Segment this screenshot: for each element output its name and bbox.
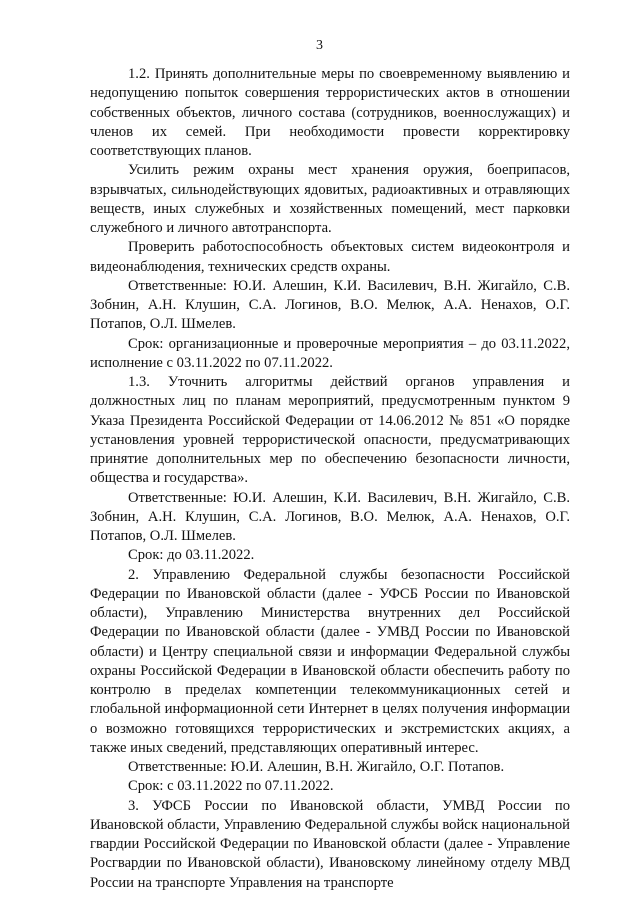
paragraph-deadline: Срок: с 03.11.2022 по 07.11.2022. xyxy=(128,778,334,795)
paragraph-2-fsb-directive: 2. Управлению Федеральной службы безопасности Российской Федерации по Ивановской области (далее - УФСБ России по Ивановской области), Управлению Министерства внутренних дел Российской Федерации по Ивановской области (далее - УМВД России по Ивановской области) и Центру специальной связи и информации Федеральной службы охраны Российской Федерации в Ивановской области обеспечить работу по контролю в пределах компетенции телекоммуникационных сетей и глобальной информационной сети Интернет в целях получения информации о возможно готовящихся террористических и экстремистских акциях, а также иных сведений, представляющих оперативный интерес. xyxy=(90,566,570,756)
paragraph-responsible: Ответственные: Ю.И. Алешин, К.И. Василевич, В.Н. Жигайло, С.В. Зобнин, А.Н. Клушин, С.А. Логинов, В.О. Мелюк, А.А. Ненахов, О.Г. Потапов, О.Л. Шмелев. xyxy=(90,277,570,333)
paragraph-deadline: Срок: организационные и проверочные мероприятия – до 03.11.2022, исполнение с 03.11.2022 по 07.11.2022. xyxy=(90,335,570,371)
paragraph-responsible: Ответственные: Ю.И. Алешин, В.Н. Жигайло, О.Г. Потапов. xyxy=(128,759,505,775)
paragraph-1-2-measures: 1.2. Принять дополнительные меры по своевременному выявлению и недопущению попыток совершения террористических актов в отношении собственных объектов, личного состава (сотрудников, военнослужащих) и членов их семей. При необходимости провести корректировку соответствующих планов. xyxy=(90,66,570,159)
paragraph-1-3-algorithms: 1.3. Уточнить алгоритмы действий органов управления и должностных лиц по планам мероприятий, предусмотренным пунктом 9 Указа Президента Российской Федерации от 14.06.2012 № 851 «О порядке установления уровней террористической опасности, предусматривающих принятие дополнительных мер по обеспечению безопасности личности, общества и государства». xyxy=(90,374,570,487)
paragraph-deadline: Срок: до 03.11.2022. xyxy=(128,547,255,564)
paragraph-responsible: Ответственные: Ю.И. Алешин, К.И. Василевич, В.Н. Жигайло, С.В. Зобнин, А.Н. Клушин, С.А. Логинов, В.О. Мелюк, А.А. Ненахов, О.Г. Потапов, О.Л. Шмелев. xyxy=(90,489,570,544)
document-body xyxy=(90,65,570,893)
page-number: 3 xyxy=(316,38,323,53)
paragraph-video-systems: Проверить работоспособность объектовых систем видеоконтроля и видеонаблюдения, технических средств охраны. xyxy=(90,239,570,275)
paragraph-3-directive: 3. УФСБ России по Ивановской области, УМВД России по Ивановской области, Управлению Федеральной службы войск национальной гвардии Российской Федерации по Ивановской области (далее - Управление Росгвардии по Ивановской области), Ивановскому линейному отделу МВД России на транспорте Управления на транспорте xyxy=(90,797,570,891)
paragraph-guard-regime: Усилить режим охраны мест хранения оружия, боеприпасов, взрывчатых, сильнодействующих ядовитых, радиоактивных и отравляющих веществ, иных служебных и хозяйственных помещений, мест парковки служебного и личного автотранспорта. xyxy=(90,162,570,236)
